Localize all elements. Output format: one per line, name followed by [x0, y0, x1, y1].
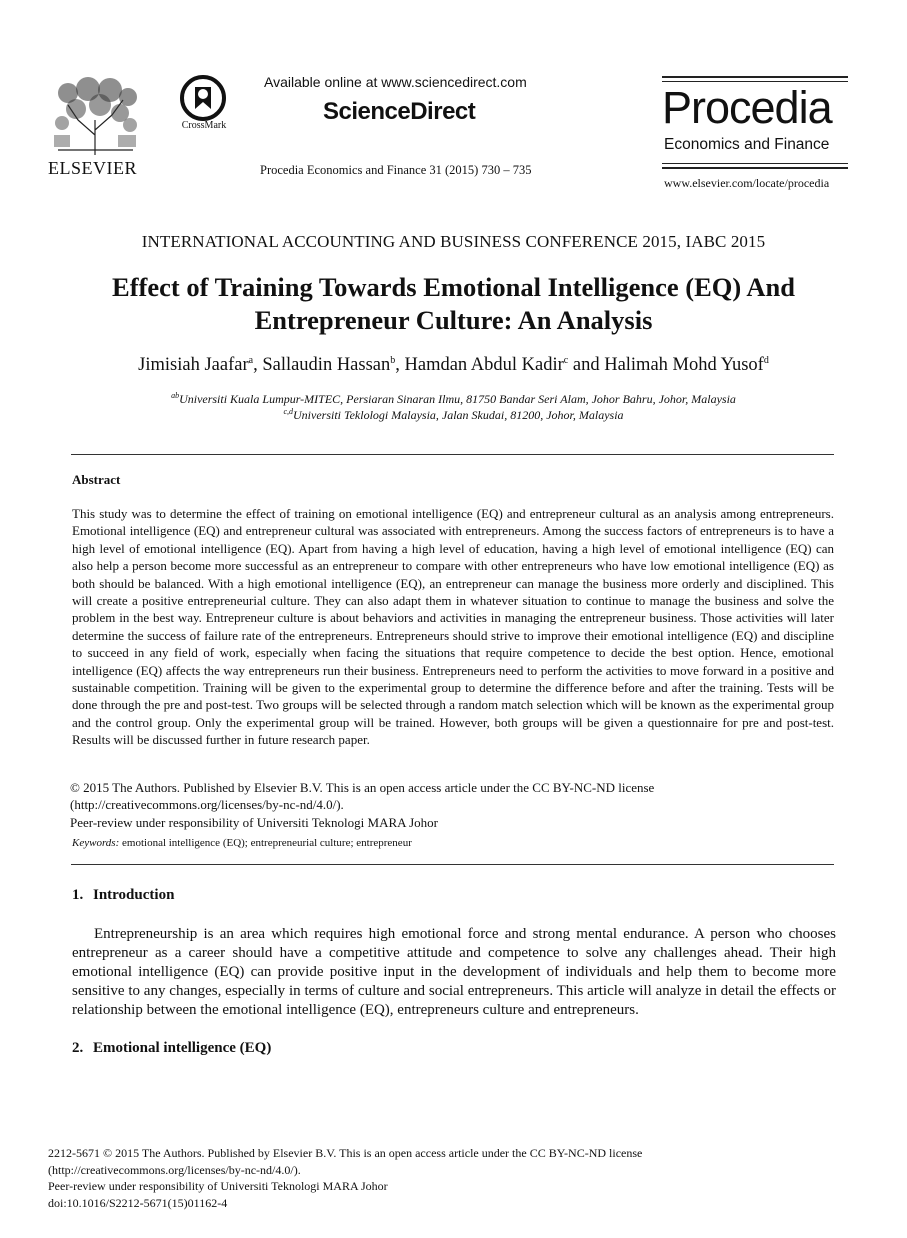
page-footer	[48, 1145, 868, 1211]
keywords-text: emotional intelligence (EQ); entrepreneurial culture; entrepreneur	[122, 837, 412, 849]
section-title: Emotional intelligence (EQ)	[93, 1040, 272, 1056]
paper-title	[60, 271, 847, 337]
section-number: 2.	[72, 1040, 84, 1056]
conference-name: INTERNATIONAL ACCOUNTING AND BUSINESS CONFERENCE 2015, IABC 2015	[141, 232, 766, 251]
author-sep: ,	[253, 355, 263, 376]
abstract-bottom-rule	[71, 864, 834, 865]
section-heading-emotional-intelligence	[72, 1040, 271, 1057]
license-link[interactable]: (http://creativecommons.org/licenses/by-nc-nd/4.0/).	[70, 797, 344, 813]
section-number: 1.	[72, 887, 84, 903]
journal-url-link[interactable]: www.elsevier.com/locate/procedia	[664, 176, 830, 190]
author-sup: b	[390, 355, 396, 366]
introduction-paragraph: Entrepreneurship is an area which requires high emotional force and strong mental endurance. A person who chooses entrepreneur as a career should have a competitive attitude and competence to solve any challenges ahead. Their high emotional intelligence (EQ) can provide positive input in the development of individuals and help them to become more sensitive to any changes, especially in terms of culture and social entrepreneurs. This article will analyze in detail the effects or relationship between the emotional intelligence (EQ), entrepreneurs culture and entrepreneurs.	[72, 926, 836, 1018]
author-sep: ,	[395, 355, 405, 376]
procedia-bottom-rule-thin	[662, 163, 848, 164]
procedia-subtitle: Economics and Finance	[664, 136, 830, 153]
title-line-1: Effect of Training Towards Emotional Intelligence (EQ) And	[112, 272, 795, 302]
affiliation-sup: ab	[171, 391, 180, 400]
keywords-label: Keywords:	[72, 837, 120, 849]
footer-peer-review: Peer-review under responsibility of Universiti Teknologi MARA Johor	[48, 1179, 388, 1194]
affiliation-text: Universiti Kuala Lumpur-MITEC, Persiaran Sinaran Ilmu, 81750 Bandar Seri Alam, Johor Bahru, Johor, Malaysia	[179, 392, 736, 406]
abstract-text: This study was to determine the effect of training on emotional intelligence (EQ) and entrepreneur cultural as an analysis among entrepreneurs. Emotional intelligence (EQ) and entrepreneur cultural was associated with entrepreneurs. Among the success factors of entrepreneurs is to have a high level of emotional intelligence (EQ). Apart from having a high level of education, having a high level of emotional intelligence (EQ) can also help a person become more successful as an entrepreneur to compare with other entrepreneurs who have low emotional intelligence (EQ) as both should be balanced. With a high emotional intelligence (EQ), an entrepreneur can manage the business more orderly and disciplined. This will create a positive entrepreneurial culture. They can also adapt them in whatever situation to continue to manage the business and solve the problem in the best way. Entrepreneur culture is about behaviors and activities in managing the entrepreneur business. Those activities will later determine the success of failure rate of the entrepreneurs. Entrepreneurs should strive to improve their emotional intelligence (EQ) and discipline to succeed in any field of work, especially when facing the situations that require competence to decide the best option. Hence, emotional intelligence (EQ) affects the way entrepreneurs run their business. Entrepreneurs need to perform the activities to move forward in a positive and sustainable competition. Training will be given to the experimental group to determine the difference before and after the training. Tests will be done through the pre and post-test. Two groups will be selected through a random match selection which will be known as the experimental group and the control group. Only the experimental group will be trained. However, both groups will be given a questionnaire for pre and post-test. Results will be discussed further in future research paper.	[72, 506, 834, 748]
peer-review-note: Peer-review under responsibility of Universiti Teknologi MARA Johor	[70, 814, 438, 830]
author-sep: and	[568, 355, 605, 376]
author-name: Hamdan Abdul Kadir	[404, 355, 564, 376]
copyright-block	[70, 779, 832, 831]
section-heading-introduction	[72, 887, 174, 904]
available-online-text: Available online at www.sciencedirect.com	[264, 74, 527, 90]
footer-license-link[interactable]: (http://creativecommons.org/licenses/by-nc-nd/4.0/).	[48, 1162, 301, 1177]
author-sup: c	[563, 355, 569, 366]
elsevier-wordmark: ELSEVIER	[48, 158, 137, 178]
footer-doi[interactable]: doi:10.1016/S2212-5671(15)01162-4	[48, 1195, 228, 1210]
abstract-top-rule	[71, 454, 834, 455]
title-line-2: Entrepreneur Culture: An Analysis	[254, 305, 653, 335]
keywords-line	[72, 837, 412, 849]
journal-reference: Procedia Economics and Finance 31 (2015) 730 – 735	[260, 163, 532, 177]
procedia-wordmark: Procedia	[662, 82, 832, 133]
procedia-bottom-rule	[662, 167, 848, 169]
author-name: Jimisiah Jaafar	[138, 355, 249, 376]
author-name: Halimah Mohd Yusof	[604, 355, 764, 376]
affiliation-1	[0, 391, 907, 407]
crossmark-label: CrossMark	[181, 120, 227, 131]
copyright-line: © 2015 The Authors. Published by Elsevier B.V. This is an open access article under the CC BY-NC-ND license	[70, 780, 655, 795]
affiliation-sup: c,d	[283, 407, 294, 416]
author-sup: d	[763, 355, 769, 366]
author-name: Sallaudin Hassan	[262, 355, 391, 376]
author-sup: a	[248, 355, 254, 366]
crossmark-icon[interactable]	[180, 75, 226, 121]
section-title: Introduction	[93, 887, 175, 903]
page-header	[0, 60, 907, 200]
affiliation-2	[0, 407, 907, 423]
procedia-top-rule	[662, 76, 848, 78]
elsevier-tree-logo-icon	[48, 75, 143, 157]
footer-issn-line: 2212-5671 © 2015 The Authors. Published by Elsevier B.V. This is an open access article under the CC BY-NC-ND license	[48, 1146, 643, 1160]
affiliation-text: Universiti Teklologi Malaysia, Jalan Skudai, 81200, Johor, Malaysia	[293, 408, 624, 422]
sciencedirect-brand[interactable]: ScienceDirect	[323, 98, 476, 125]
abstract-heading: Abstract	[72, 472, 121, 487]
author-list	[0, 355, 907, 376]
